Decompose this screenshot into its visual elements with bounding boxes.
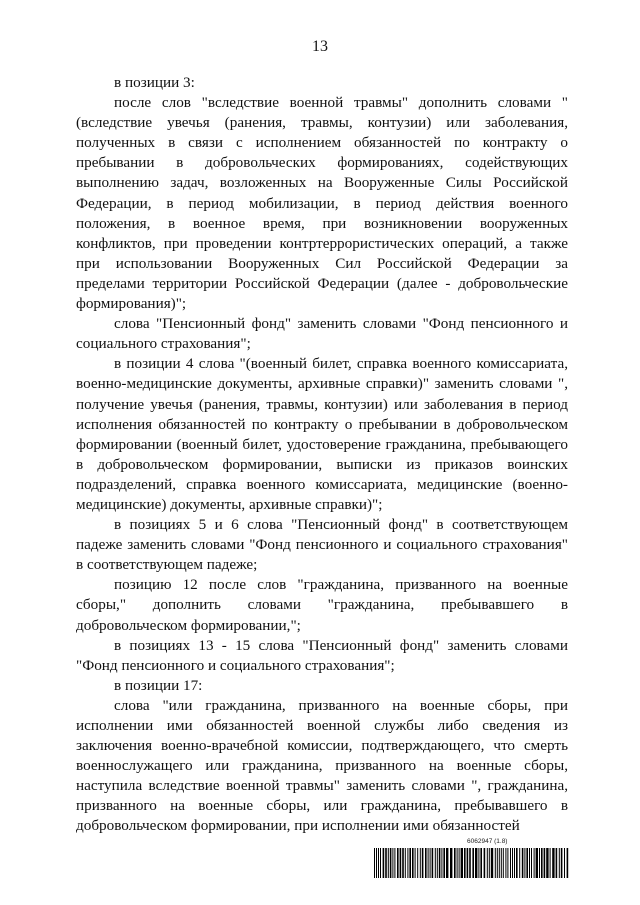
paragraph: в позиции 3: [114,74,195,91]
document-code: 6062947 (1.8) [467,838,508,845]
document-body [76,73,568,837]
paragraph: в позициях 13 - 15 слова "Пенсионный фонд" заменить словами "Фонд пенсионного и социального страхования"; [76,636,568,674]
paragraph: после слов "вследствие военной травмы" дополнить словами "(вследствие увечья (ранения, травмы, контузии) или заболевания, полученных в связи с исполнением обязанностей по контракту о пребывании в добровольческих формированиях, содействующих выполнению задач, возложенных на Вооруженные Силы Российской Федерации, в период мобилизации, в период действия военного положения, в военное время, при возникновении вооруженных конфликтов, при проведении контртеррористических операций, а также при использовании Вооруженных Сил Российской Федерации за пределами территории Российской Федерации (далее - добровольческие формирования)"; [76,94,568,313]
page-number: 13 [312,38,328,55]
paragraph: в позиции 4 слова "(военный билет, справка военного комиссариата, военно-медицинские документы, архивные справки)" заменить словами ", получение увечья (ранения, травмы, контузии) или заболевания в период исполнения обязанностей по контракту о пребывании в добровольческом формировании (военный билет, удостоверение гражданина, пребывающего в добровольческом формировании, выписки из приказов воинских подразделений, справка военного комиссариата, медицинские (военно-медицинские) документы, архивные справки)"; [76,355,568,513]
paragraph: слова "Пенсионный фонд" заменить словами "Фонд пенсионного и социального страхования"; [76,315,568,353]
barcode-icon [374,848,569,878]
paragraph: слова "или гражданина, призванного на военные сборы, при исполнении ими обязанностей военной службы либо сведения из заключения военно-врачебной комиссии, подтверждающего, что смерть военнослужащего или гражданина, призванного на военные сборы, наступила вследствие военной травмы" заменить словами ", гражданина, призванного на военные сборы, или гражданина, пребывавшего в добровольческом формировании, при исполнении ими обязанностей [76,696,568,835]
paragraph: в позиции 17: [114,676,203,694]
paragraph: в позициях 5 и 6 слова "Пенсионный фонд" в соответствующем падеже заменить словами "Фонд пенсионного и социального страхования" в соответствующем падеже; [76,516,568,574]
paragraph: позицию 12 после слов "гражданина, призванного на военные сборы," дополнить словами "гражданина, пребывавшего в добровольческом формировании,"; [76,576,568,634]
